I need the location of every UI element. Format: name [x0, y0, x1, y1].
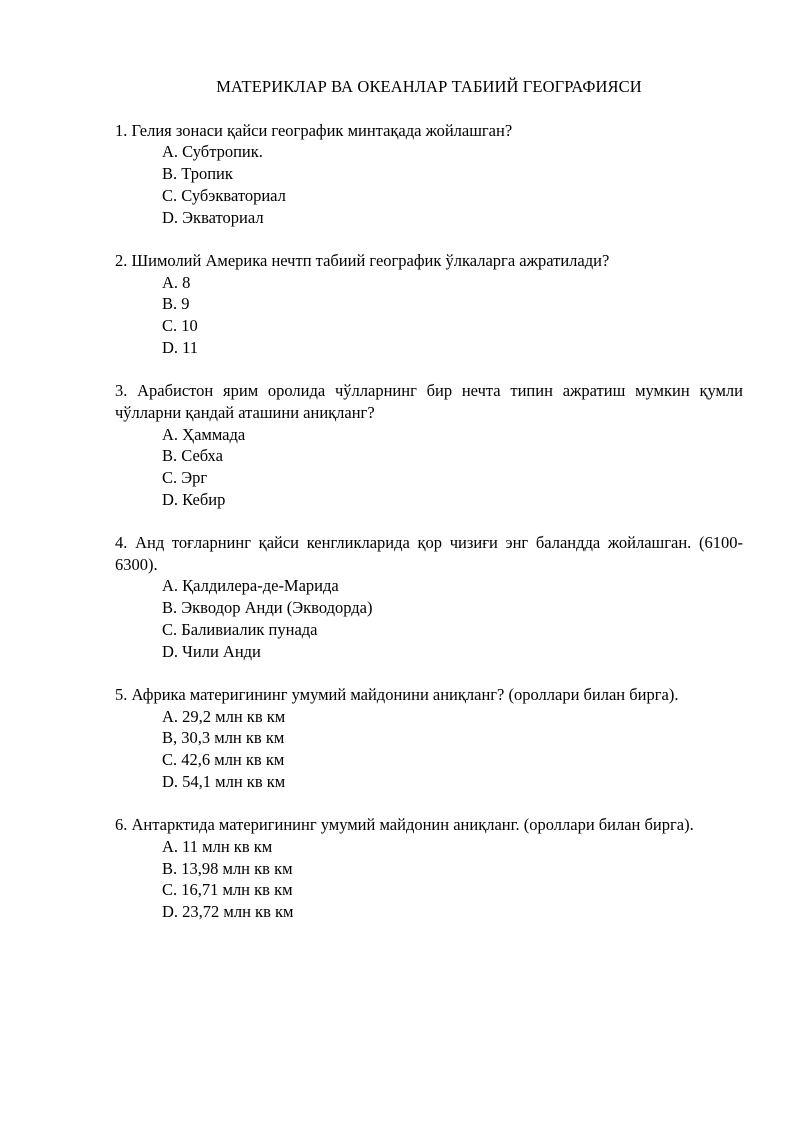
question-3: [115, 380, 743, 510]
option-c: C. 10: [162, 316, 198, 336]
question-text: 5. Африка материгининг умумий майдонини аниқланг? (ороллари билан бирга).: [115, 684, 679, 704]
question-2: [115, 250, 743, 359]
question-6: [115, 814, 743, 923]
option-c: C. Эрг: [162, 467, 208, 487]
page-title: МАТЕРИКЛАР ВА ОКЕАНЛАР ТАБИИЙ ГЕОГРАФИЯСИ: [216, 77, 642, 96]
option-d: D. 23,72 млн кв км: [162, 901, 294, 921]
option-d: D. Чили Анди: [162, 641, 261, 661]
answer-options: [115, 706, 743, 793]
question-text: 3. Арабистон ярим оролида чўлларнинг бир нечта типин ажратиш мумкин қумли чўлларни қандай аташини аниқланг?: [115, 381, 743, 422]
question-4: [115, 532, 743, 662]
option-b: B. Себха: [162, 446, 223, 466]
question-text: 1. Гелия зонаси қайси географик минтақада жойлашган?: [115, 120, 513, 140]
option-b: B. 9: [162, 294, 190, 314]
option-a: A. 11 млн кв км: [162, 836, 273, 856]
option-d: D. 54,1 млн кв км: [162, 771, 286, 791]
answer-options: [115, 836, 743, 923]
answer-options: [115, 424, 743, 511]
option-d: D. Кебир: [162, 489, 226, 509]
option-a: A. Ҳаммада: [162, 424, 246, 444]
option-c: C. Баливиалик пунада: [162, 619, 318, 639]
option-b: B. Экводор Анди (Экводорда): [162, 598, 373, 618]
option-c: C. 42,6 млн кв км: [162, 750, 285, 770]
option-a: A. Субтропик.: [162, 142, 263, 162]
option-a: A. Қалдилера-де-Марида: [162, 576, 339, 596]
option-b: B. Тропик: [162, 164, 233, 184]
option-b: B, 30,3 млн кв км: [162, 728, 285, 748]
question-text: 2. Шимолий Америка нечтп табиий географик ўлкаларга ажратилади?: [115, 250, 610, 270]
option-a: A. 29,2 млн кв км: [162, 706, 286, 726]
answer-options: [115, 141, 743, 228]
question-1: [115, 120, 743, 229]
question-5: [115, 684, 743, 793]
document-page: [115, 76, 743, 944]
option-b: B. 13,98 млн кв км: [162, 858, 293, 878]
option-c: C. 16,71 млн кв км: [162, 880, 293, 900]
option-a: A. 8: [162, 272, 191, 292]
question-text: 4. Анд тоғларнинг қайси кенгликларида қор чизиғи энг баландда жойлашган. (6100-6300).: [115, 533, 743, 574]
option-d: D. 11: [162, 337, 199, 357]
question-text: 6. Антарктида материгининг умумий майдонин аниқланг. (ороллари билан бирга).: [115, 815, 694, 835]
option-c: C. Субэкваториал: [162, 185, 286, 205]
answer-options: [115, 272, 743, 359]
answer-options: [115, 575, 743, 662]
option-d: D. Экваториал: [162, 207, 264, 227]
